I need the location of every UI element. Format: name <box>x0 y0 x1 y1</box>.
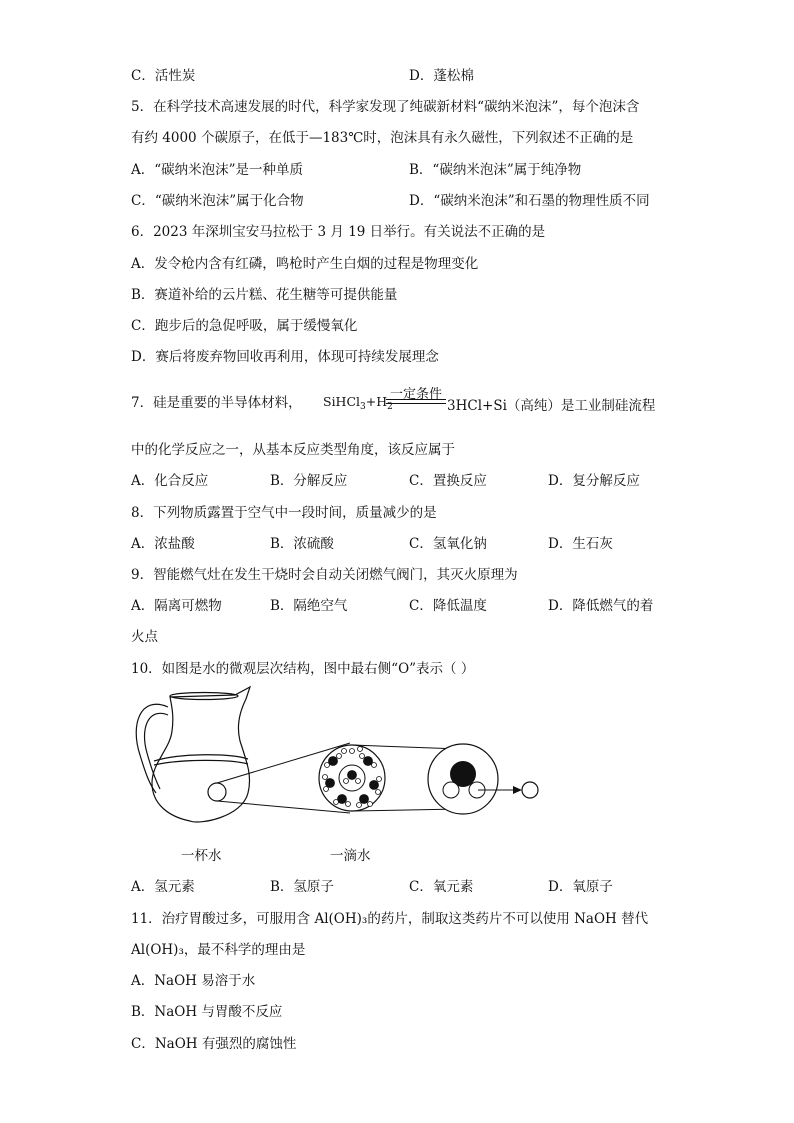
q11-option-c: C．NaOH 有强烈的腐蚀性 <box>131 1036 297 1052</box>
q7-equation-bar-bottom <box>386 403 446 404</box>
q5-option-a: A．“碳纳米泡沫”是一种单质 <box>131 162 304 178</box>
q4-option-c: C．活性炭 <box>131 68 196 84</box>
q9-option-b: B．隔绝空气 <box>270 598 348 614</box>
q8-option-c: C．氢氧化钠 <box>409 536 487 552</box>
q8-option-d: D．生石灰 <box>548 536 613 552</box>
q7-stem-prefix: 7．硅是重要的半导体材料， <box>131 395 302 411</box>
q7-equation-rhs: 3HCl+Si（高纯）是工业制硅流程 <box>447 398 656 414</box>
target-atom-icon <box>522 782 538 798</box>
label-cup-of-water: 一杯水 <box>181 848 222 864</box>
q5-option-c: C．“碳纳米泡沫”属于化合物 <box>131 193 304 209</box>
q11-option-a: A．NaOH 易溶于水 <box>131 973 256 989</box>
q7-equation-bar-top <box>386 399 446 400</box>
q7-equation-lhs: $SiHCl_3+H_2$ <box>323 394 393 412</box>
q9-stem: 9．智能燃气灶在发生干烧时会自动关闭燃气阀门，其灭火原理为 <box>131 567 518 583</box>
q11-option-b: B．NaOH 与胃酸不反应 <box>131 1004 283 1020</box>
q8-option-b: B．浓硫酸 <box>270 536 334 552</box>
q5-option-b: B．“碳纳米泡沫”属于纯净物 <box>409 162 582 178</box>
cup-focus-circle <box>208 783 226 801</box>
q7-option-a: A．化合反应 <box>131 473 209 489</box>
q10-option-a: A．氢元素 <box>131 879 195 895</box>
arrow-head-icon <box>513 786 522 794</box>
pitcher-illustration <box>136 687 250 822</box>
q6-stem: 6．2023 年深圳宝安马拉松于 3 月 19 日举行。有关说法不正确的是 <box>131 224 546 240</box>
q11-stem-line2: Al(OH)₃，最不科学的理由是 <box>131 942 306 958</box>
q5-stem-line2: 有约 4000 个碳原子，在低于—183℃时，泡沫具有永久磁性，下列叙述不正确的是 <box>131 130 634 146</box>
q8-option-a: A．浓盐酸 <box>131 536 195 552</box>
q7-option-d: D．复分解反应 <box>548 473 640 489</box>
q7-equation-condition: 一定条件 <box>390 387 443 402</box>
q10-option-d: D．氧原子 <box>548 879 613 895</box>
q9-option-d: D．降低燃气的着 <box>548 598 654 614</box>
q5-option-d: D．“碳纳米泡沫”和石墨的物理性质不同 <box>409 193 650 209</box>
q7-option-b: B．分解反应 <box>270 473 348 489</box>
q10-option-c: C．氧元素 <box>409 879 474 895</box>
q10-stem: 10．如图是水的微观层次结构，图中最右侧“O”表示（ ） <box>131 661 475 677</box>
q6-option-b: B．赛道补给的云片糕、花生糖等可提供能量 <box>131 287 398 303</box>
q11-stem-line1: 11．治疗胃酸过多，可服用含 Al(OH)₃的药片，制取这类药片不可以使用 NaOH 替代 <box>131 911 649 927</box>
water-structure-diagram <box>130 685 560 835</box>
q9-option-d-continued: 火点 <box>131 629 158 645</box>
hydrogen-atom-left-icon <box>443 782 459 798</box>
q5-stem-line1: 5．在科学技术高速发展的时代，科学家发现了纯碳新材料“碳纳米泡沫”，每个泡沫含 <box>131 99 640 115</box>
q8-stem: 8．下列物质露置于空气中一段时间，质量减少的是 <box>131 505 437 521</box>
q7-option-c: C．置换反应 <box>409 473 487 489</box>
q10-option-b: B．氢原子 <box>270 879 334 895</box>
q7-stem-line2: 中的化学反应之一，从基本反应类型角度，该反应属于 <box>131 442 455 458</box>
q9-option-a: A．隔离可燃物 <box>131 598 222 614</box>
label-drop-of-water: 一滴水 <box>330 848 371 864</box>
q6-option-c: C．跑步后的急促呼吸，属于缓慢氧化 <box>131 318 358 334</box>
q6-option-d: D．赛后将废弃物回收再利用，体现可持续发展理念 <box>131 349 439 365</box>
q6-option-a: A．发令枪内含有红磷，鸣枪时产生白烟的过程是物理变化 <box>131 256 479 272</box>
q4-option-d: D．蓬松棉 <box>409 68 474 84</box>
q9-option-c: C．降低温度 <box>409 598 487 614</box>
